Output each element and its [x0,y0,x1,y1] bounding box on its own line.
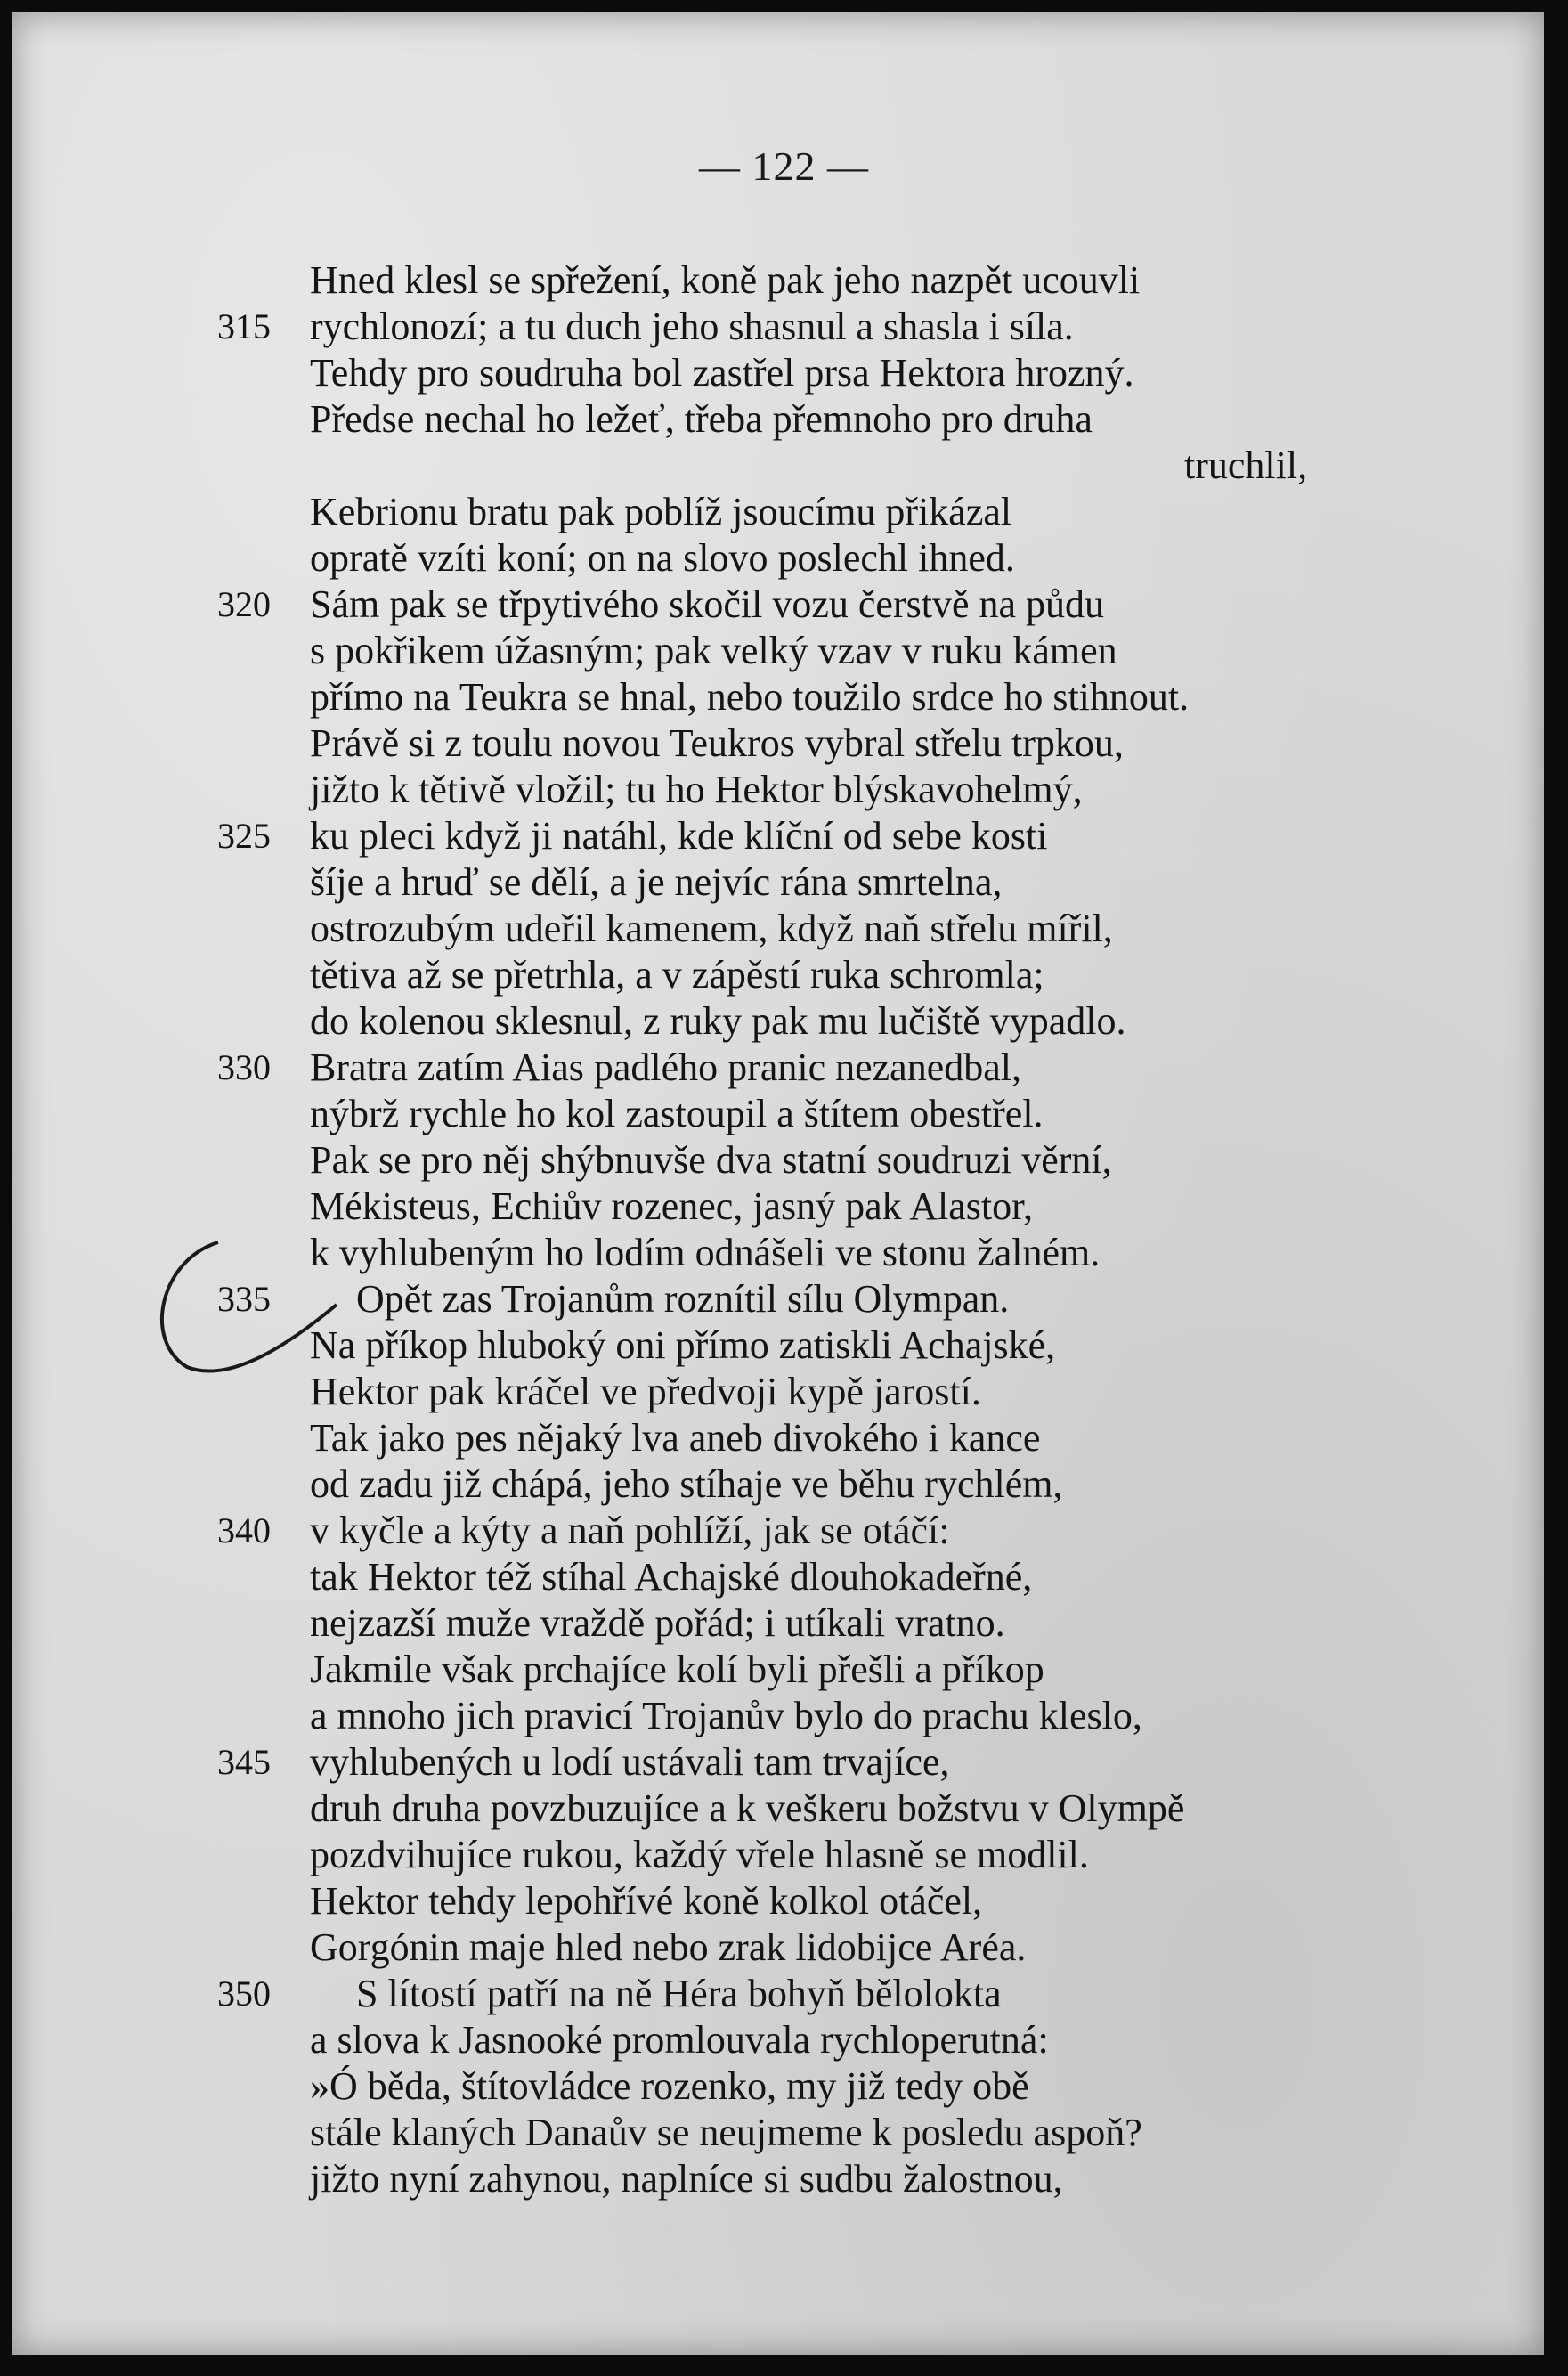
verse-line: tětiva až se přetrhla, a v zápěstí ruka schromla; [310,953,1044,997]
verse-line: »Ó běda, štítovládce rozenko, my již tedy obě [310,2064,1029,2108]
verse-line: Hektor tehdy lepohřívé koně kolkol otáčel, [310,1879,983,1923]
line-number: 325 [217,816,271,856]
verse-line: Mékisteus, Echiův rozenec, jasný pak Alastor, [310,1184,1034,1228]
line-number: 335 [217,1279,271,1319]
verse-line: od zadu již chápá, jeho stíhaje ve běhu rychlém, [310,1462,1063,1506]
line-number: 330 [217,1047,271,1087]
verse-line: Tak jako pes nějaký lva aneb divokého i kance [310,1416,1041,1460]
verse-line: a mnoho jich pravicí Trojanův bylo do prachu kleslo, [310,1694,1142,1737]
verse-line: Kebrionu bratu pak poblíž jsoucímu přikázal [310,490,1012,533]
verse-line: tak Hektor též stíhal Achajské dlouhokadeřné, [310,1555,1033,1599]
verse-line: stále klaných Danaův se neujmeme k posledu aspoň? [310,2111,1142,2154]
verse-line: do kolenou sklesnul, z ruky pak mu lučiště vypadlo. [310,999,1126,1043]
verse-line: druh druha povzbuzujíce a k veškeru božstvu v Olympě [310,1786,1185,1830]
line-number: 345 [217,1742,271,1782]
verse-line: rychlonozí; a tu duch jeho shasnul a shasla i síla. [310,305,1074,348]
verse-line: vyhlubených u lodí ustávali tam trvajíce, [310,1740,950,1784]
verse-line: Právě si z toulu novou Teukros vybral střelu trpkou, [310,721,1124,765]
verse-line: Gorgónin maje hled nebo zrak lidobijce Aréa. [310,1925,1027,1969]
line-number: 315 [217,306,271,346]
verse-line: ostrozubým udeřil kamenem, když naň střelu mířil, [310,907,1113,950]
verse-line: Bratra zatím Aias padlého pranic nezanedbal, [310,1046,1021,1089]
verse-line: Předse nechal ho ležeť, třeba přemnoho pro druha [310,397,1093,441]
verse-line: nýbrž rychle ho kol zastoupil a štítem obestřel. [310,1092,1044,1135]
verse-line: Na příkop hluboký oni přímo zatiskli Achajské, [310,1323,1056,1367]
verse-line: jižto nyní zahynou, naplníce si sudbu žalostnou, [310,2157,1063,2201]
line-number: 320 [217,584,271,624]
verse-line: Hektor pak kráčel ve předvoji kypě jarostí. [310,1370,981,1413]
line-number: 350 [217,1973,271,2014]
verse-line: S lítostí patří na ně Héra bohyň bělolokta [356,1972,1002,2015]
line-number: 340 [217,1510,271,1550]
page-number: — 122 — [699,143,869,189]
verse-line: přímo na Teukra se hnal, nebo toužilo srdce ho stihnout. [310,675,1190,719]
verse-line: Tehdy pro soudruha bol zastřel prsa Hektora hrozný. [310,351,1134,395]
verse-line: pozdvihujíce rukou, každý vřele hlasně se modlil. [310,1833,1089,1876]
verse-line: jižto k tětivě vložil; tu ho Hektor blýskavohelmý, [310,768,1083,811]
verse-line: nejzazší muže vraždě pořád; i utíkali vratno. [310,1601,1005,1645]
verse-line: Hned klesl se spřežení, koně pak jeho nazpět ucouvli [310,258,1141,302]
verse-line: s pokřikem úžasným; pak velký vzav v ruku kámen [310,629,1117,672]
verse-line: v kyčle a kýty a naň pohlíží, jak se otáčí: [310,1509,950,1552]
verse-line: opratě vzíti koní; on na slovo poslechl ihned. [310,536,1015,580]
verse-line: a slova k Jasnooké promlouvala rychloperutná: [310,2018,1049,2062]
verse-line: Pak se pro něj shýbnuvše dva statní soudruzi věrní, [310,1138,1112,1182]
verse-line: k vyhlubeným ho lodím odnášeli ve stonu žalném. [310,1231,1101,1274]
verse-line-continuation: truchlil, [1184,443,1308,487]
verse-line: Jakmile však prchajíce kolí byli přešli a příkop [310,1648,1044,1691]
verse-line: šíje a hruď se dělí, a je nejvíc rána smrtelna, [310,860,1003,904]
verse-line: ku pleci když ji natáhl, kde klíční od sebe kosti [310,814,1048,858]
verse-line: Sám pak se třpytivého skočil vozu čerstvě na půdu [310,582,1105,626]
verse-line: Opět zas Trojanům roznítil sílu Olympan. [356,1277,1010,1321]
